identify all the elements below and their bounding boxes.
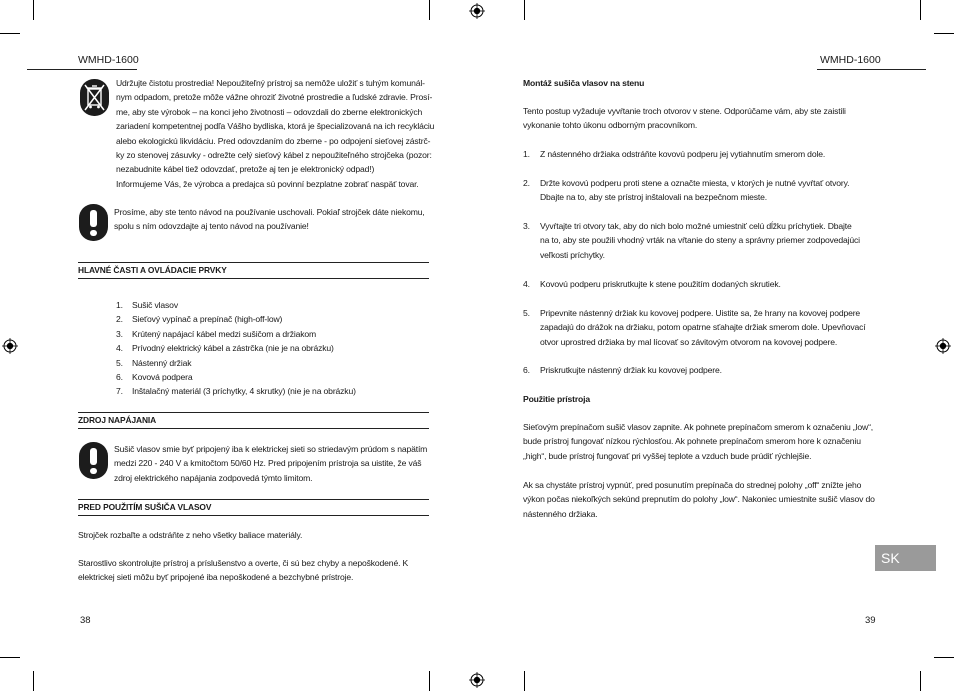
power-text: [114, 442, 434, 485]
parts-list: [116, 298, 356, 399]
keep-manual-text: [114, 205, 434, 234]
step-number: 5.: [523, 308, 530, 318]
section-heading: [78, 412, 429, 429]
list-item: 6. Kovová podpera: [116, 372, 193, 383]
crop-mark: [934, 657, 954, 658]
crop-mark: [429, 0, 430, 20]
text-line: alebo ekologickú likvidáciu. Pred odovzdaním do zberne - po odpojení sieťovej zástrč-: [116, 135, 431, 146]
use-paragraph: [523, 420, 883, 463]
text-line: me, aby ste výrobok – na konci jeho životnosti – odovzdali do zberne elektronických: [116, 106, 423, 117]
text-line: Vyvŕtajte tri otvory tak, aby do nich bolo možné umiestniť celú dĺžku príchytiek. Dbajte: [540, 221, 852, 231]
crossed-out-bin-icon: [80, 79, 109, 116]
text-line: Sušič vlasov smie byť pripojený iba k elektrickej sieti so striedavým prúdom s napätím: [114, 444, 428, 454]
exclamation-icon: [79, 442, 108, 479]
text-line: Tento postup vyžaduje vyvŕtanie troch otvorov v stene. Odporúčame vám, aby ste zaistili: [523, 106, 846, 116]
list-item: 1. Sušič vlasov: [116, 300, 178, 310]
page-number: 39: [865, 615, 876, 626]
list-item: 7. Inštalačný materiál (3 príchytky, 4 skrutky) (nie je na obrázku): [116, 386, 356, 397]
mount-intro: [523, 104, 883, 133]
step-text: [540, 176, 880, 205]
text-line: Dbajte na to, aby ste prístroj inštalovali na bezpečnom mieste.: [540, 192, 768, 203]
text-line: nástenného držiaka.: [523, 508, 598, 519]
step-text: [540, 147, 880, 161]
use-title: Použitie prístroja: [523, 394, 591, 404]
text-line: Pripevnite nástenný držiak ku kovovej podpere. Uistite sa, že hrany na kovovej podpere: [540, 308, 861, 318]
page-number: 38: [80, 615, 91, 626]
text-line: výkon počas niekoľkých sekúnd prepnutím do polohy „low“. Nakoniec umiestnite sušič vlasov do: [523, 494, 875, 505]
step-number: 1.: [523, 149, 530, 159]
text-line: Udržujte čistotu prostredia! Nepoužiteľný prístroj sa nemôže uložiť s tuhým komunál-: [116, 78, 425, 88]
header-rule: [817, 69, 926, 70]
exclamation-icon: [79, 204, 108, 241]
text-line: nezabudnite kábel tiež odovzdať, pretože aj ten je elektronický odpad!): [116, 164, 375, 175]
text-line: medzi 220 - 240 V a kmitočtom 50/60 Hz. Pred pripojením prístroja sa uistite, že váš: [114, 458, 422, 469]
text-line: Sieťovým prepínačom sušič vlasov zapnite. Ak pohnete prepínačom smerom k označeniu „low“,: [523, 422, 874, 432]
list-item: 2. Sieťový vypínač a prepínač (high-off-low): [116, 314, 283, 325]
step-text: [540, 219, 880, 262]
crop-mark: [0, 657, 20, 658]
section-heading: [78, 499, 429, 516]
crop-mark: [920, 0, 921, 20]
text-line: ky zo stenovej zásuvky - odrežte celý sieťový kábel z nepoužiteľného strojčeka (pozor:: [116, 150, 432, 161]
step-text: [540, 306, 880, 349]
text-line: zariadení kompetentnej podľa Vášho bydliska, ktorá je špecializovaná na ich recykláciu: [116, 121, 435, 132]
registration-mark-icon: [469, 672, 485, 688]
registration-mark-icon: [2, 338, 18, 354]
list-item: 5. Nástenný držiak: [116, 357, 192, 368]
text-line: Starostlivo skontrolujte prístroj a príslušenstvo a overte, či sú bez chyby a nepoškodené. K: [78, 558, 409, 568]
model-number: WMHD-1600: [820, 54, 881, 66]
language-tab: SK: [875, 545, 936, 571]
before-paragraph: [78, 556, 438, 585]
crop-mark: [0, 33, 20, 34]
text-line: Prosíme, aby ste tento návod na používanie uschovali. Pokiaľ strojček dáte niekomu,: [114, 207, 425, 217]
mount-title: Montáž sušiča vlasov na stenu: [523, 78, 645, 88]
use-paragraph: [523, 478, 883, 521]
text-line: Informujeme Vás, že výrobca a predajca sú povinní bezplatne zobrať naspäť tovar.: [116, 178, 419, 189]
step-number: 6.: [523, 365, 530, 375]
before-paragraph: Strojček rozbaľte a odstráňte z neho všetky baliace materiály.: [78, 530, 303, 540]
text-line: elektrickej sieti môžu byť pripojené iba nepoškodené a bezchybné prístroje.: [78, 572, 354, 583]
crop-mark: [33, 0, 34, 20]
text-line: Ak sa chystáte prístroj vypnúť, pred posunutím prepínača do strednej polohy „off“ znížte jeho: [523, 480, 862, 490]
text-line: „high“, bude prístroj fungovať pri vyššej teplote a vzduch bude prúdiť rýchlejšie.: [523, 450, 812, 461]
registration-mark-icon: [935, 338, 951, 354]
crop-mark: [524, 0, 525, 20]
step-text: [540, 277, 880, 291]
step-text: [540, 363, 880, 377]
text-line: zdroj elektrického napájania zodpovedá týmto limitom.: [114, 472, 313, 483]
step-number: 2.: [523, 178, 530, 188]
step-number: 4.: [523, 279, 530, 289]
list-item: 3. Krútený napájací kábel medzi sušičom a držiakom: [116, 328, 317, 339]
section-heading: [78, 262, 429, 279]
crop-mark: [920, 671, 921, 691]
crop-mark: [429, 671, 430, 691]
text-line: Priskrutkujte nástenný držiak ku kovovej podpere.: [540, 365, 722, 375]
text-line: spolu s ním odovzdajte aj tento návod na používanie!: [114, 221, 309, 232]
disposal-text: [116, 76, 436, 191]
crop-mark: [33, 671, 34, 691]
text-line: otvor uprostred držiaka by mal lícovať so závitovým otvorom na kovovej podpere.: [540, 336, 838, 347]
step-number: 3.: [523, 221, 530, 231]
text-line: Z nástenného držiaka odstráňte kovovú podperu jej vytiahnutím smerom dole.: [540, 149, 826, 159]
text-line: zapadajú do drážok na držiaku, potom opatrne sťahajte držiak smerom dole. Upevňovací: [540, 322, 866, 333]
section-title: ZDROJ NAPÁJANIA: [78, 415, 157, 425]
crop-mark: [934, 33, 954, 34]
section-title: PRED POUŽITÍM SUŠIČA VLASOV: [78, 502, 212, 512]
text-line: Držte kovovú podperu proti stene a označte miesta, v ktorých je nutné vyvŕtať otvory.: [540, 178, 850, 188]
registration-mark-icon: [469, 3, 485, 19]
text-line: veľkosti príchytky.: [540, 249, 605, 260]
header-rule: [27, 69, 137, 70]
text-line: vykonanie tohto úkonu odborným pracovníkom.: [523, 120, 698, 131]
list-item: 4. Prívodný elektrický kábel a zástrčka (nie je na obrázku): [116, 343, 334, 354]
text-line: bude prístroj fungovať nízkou rýchlosťou. Ak pohnete prepínačom smerom hore k označeniu: [523, 436, 861, 447]
text-line: na to, aby ste použili vhodný vrták na vŕtanie do steny a správny priemer zodpovedajúci: [540, 235, 860, 246]
crop-mark: [524, 671, 525, 691]
section-title: HLAVNÉ ČASTI A OVLÁDACIE PRVKY: [78, 265, 227, 275]
text-line: Kovovú podperu priskrutkujte k stene použitím dodaných skrutiek.: [540, 279, 781, 289]
text-line: nym odpadom, pretože môže vážne ohroziť životné prostredie a ľudské zdravie. Prosí-: [116, 92, 433, 103]
model-number: WMHD-1600: [78, 54, 139, 66]
